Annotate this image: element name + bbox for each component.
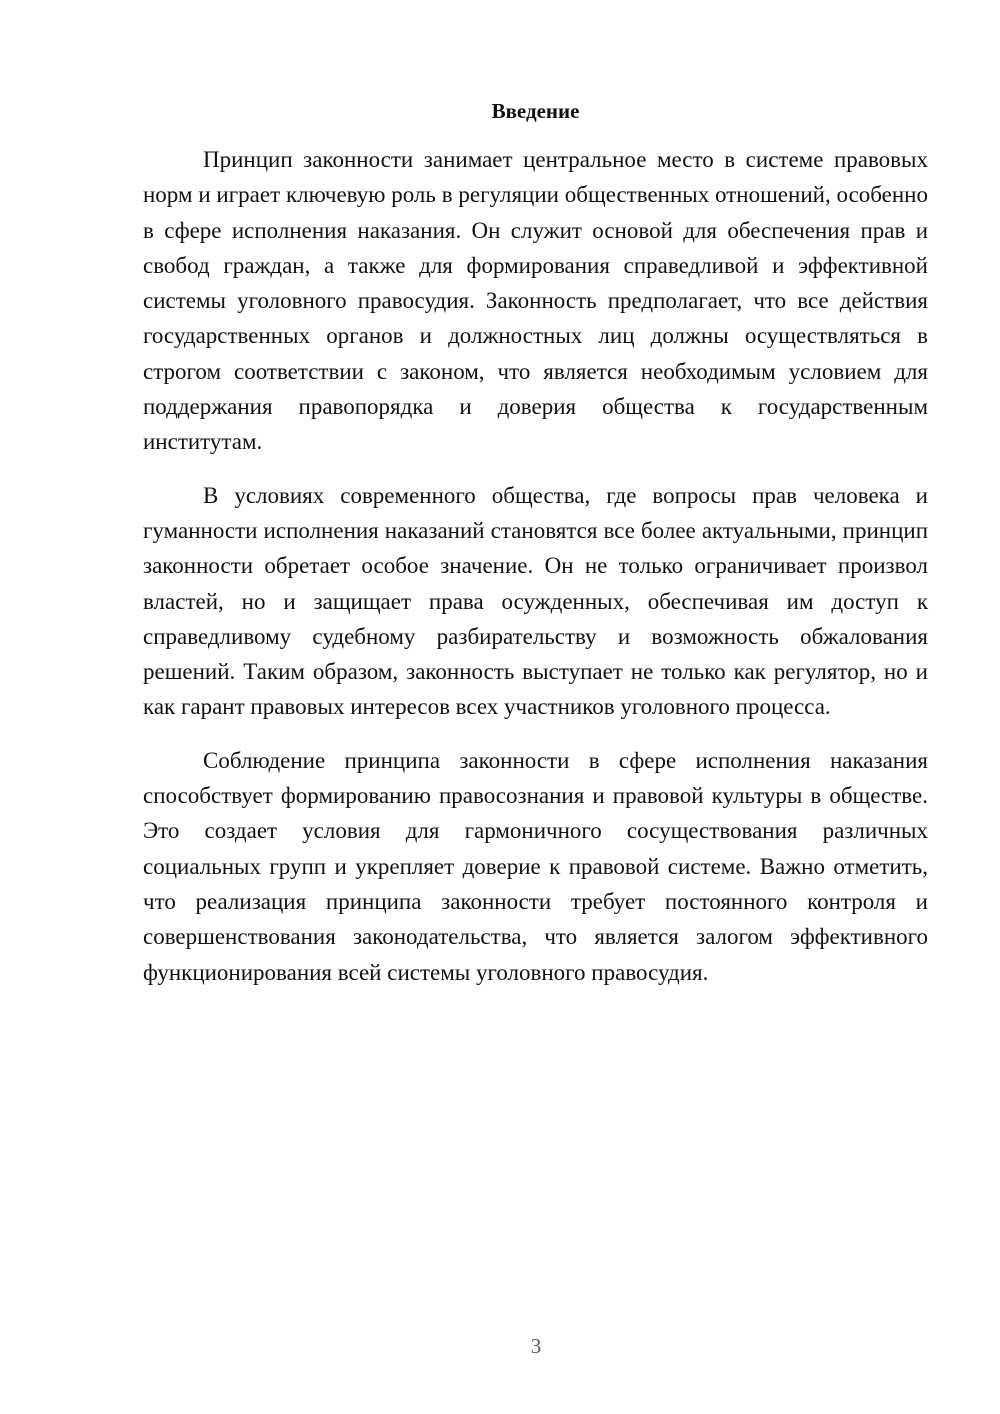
paragraph-3: Соблюдение принципа законности в сфере исполнения наказания способствует формированию правосознания и правовой культуры в обществе. Это создает условия для гармоничного сосуществования различных социальных групп и укрепляет доверие к правовой системе. Важно отметить, что реализация принципа законности требует постоянного контроля и совершенствования законодательства, что является залогом эффективного функционирования всей системы уголовного правосудия. [143, 747, 928, 985]
body-text [143, 142, 928, 1008]
paragraph-1: Принцип законности занимает центральное место в системе правовых норм и играет ключевую роль в регуляции общественных отношений, особенно в сфере исполнения наказания. Он служит основой для обеспечения прав и свобод граждан, а также для формирования справедливой и эффективной системы уголовного правосудия. Законность предполагает, что все действия государственных органов и должностных лиц должны осуществляться в строгом соответствии с законом, что является необходимым условием для поддержания правопорядка и доверия общества к государственным институтам. [143, 147, 928, 455]
paragraph-2: В условиях современного общества, где вопросы прав человека и гуманности исполнения наказаний становятся все более актуальными, принцип законности обретает особое значение. Он не только ограничивает произвол властей, но и защищает права осужденных, обеспечивая им доступ к справедливому судебному разбирательству и возможность обжалования решений. Таким образом, законность выступает не только как регулятор, но и как гарант правовых интересов всех участников уголовного процесса. [143, 482, 928, 720]
page-number: 3 [530, 1334, 542, 1358]
section-heading: Введение [491, 99, 580, 123]
